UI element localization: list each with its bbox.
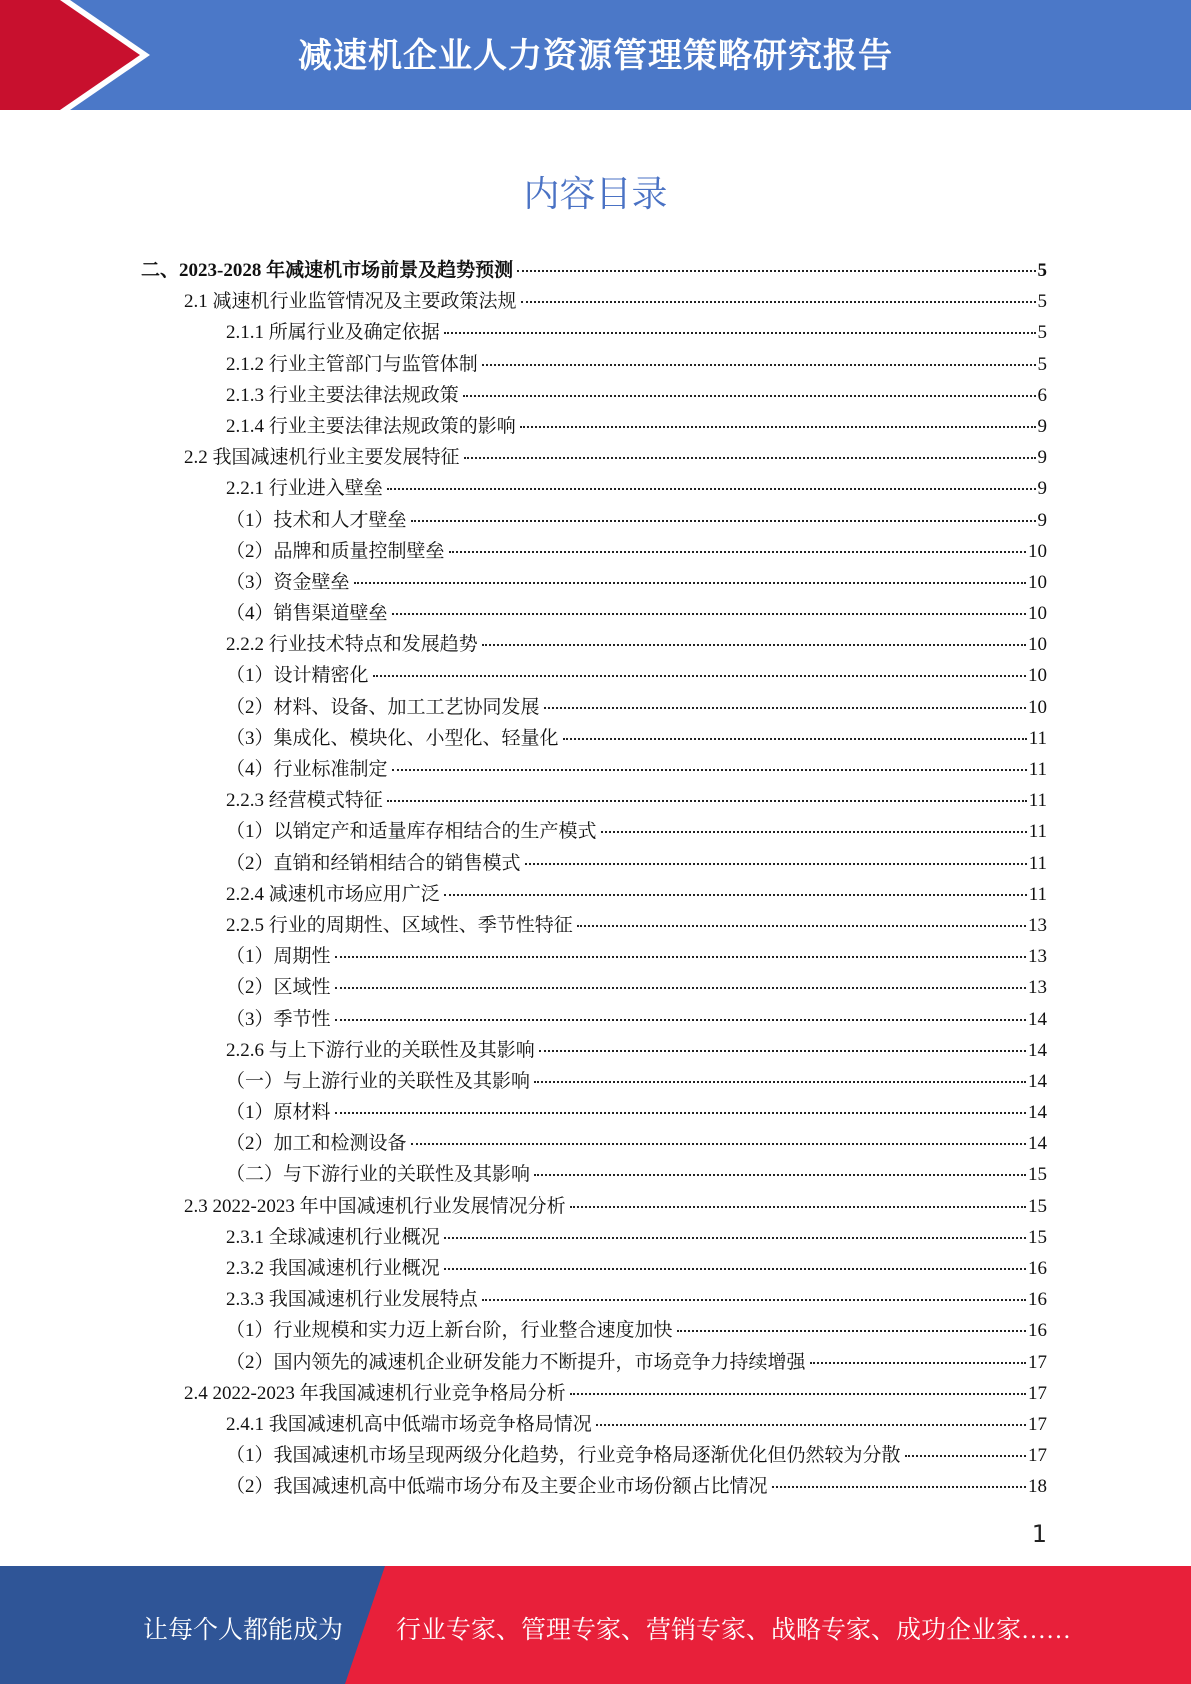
toc-dot-leader (335, 1019, 1026, 1021)
toc-entry-label: （2）直销和经销相结合的销售模式 (226, 852, 521, 874)
toc-entry[interactable] (0, 1035, 1191, 1066)
toc-entry-label: （一）与上游行业的关联性及其影响 (226, 1070, 531, 1092)
toc-entry-label: 2.2.1 行业进入壁垒 (226, 478, 383, 500)
toc-entry[interactable] (0, 1004, 1191, 1035)
toc-dot-leader (601, 831, 1027, 833)
toc-entry-label: 2.2.5 行业的周期性、区域性、季节性特征 (226, 914, 573, 936)
toc-entry-label: （4）销售渠道壁垒 (226, 603, 388, 625)
toc-entry[interactable] (0, 879, 1191, 910)
toc-entry-label: 2.1.3 行业主要法律法规政策 (226, 384, 459, 406)
toc-entry-label: （1）技术和人才壁垒 (226, 509, 407, 531)
toc-entry-label: 2.3.3 我国减速机行业发展特点 (226, 1289, 478, 1311)
toc-entry-page: 11 (1028, 727, 1047, 749)
toc-entry-page: 15 (1028, 1195, 1047, 1217)
toc-dot-leader (392, 613, 1026, 615)
toc-entry-page: 11 (1028, 790, 1047, 812)
toc-entry-label: （3）集成化、模块化、小型化、轻量化 (226, 727, 559, 749)
toc-entry-label: 2.2 我国减速机行业主要发展特征 (184, 447, 460, 469)
toc-entry-page: 17 (1028, 1382, 1047, 1404)
toc-entry-page: 15 (1028, 1226, 1047, 1248)
toc-entry[interactable] (0, 1191, 1191, 1222)
toc-entry-label: 2.4 2022-2023 年我国减速机行业竞争格局分析 (184, 1382, 566, 1404)
toc-entry[interactable] (0, 473, 1191, 504)
toc-entry-label: （1）设计精密化 (226, 665, 369, 687)
toc-entry-label: （2）我国减速机高中低端市场分布及主要企业市场份额占比情况 (226, 1476, 768, 1498)
toc-entry-label: （1）我国减速机市场呈现两级分化趋势，行业竞争格局逐渐优化但仍然较为分散 (226, 1445, 901, 1467)
toc-entry-page: 14 (1028, 1070, 1047, 1092)
toc-entry[interactable] (0, 1253, 1191, 1284)
toc-entry[interactable] (0, 411, 1191, 442)
toc-entry[interactable] (0, 1347, 1191, 1378)
toc-entry-label: 2.3.2 我国减速机行业概况 (226, 1258, 440, 1279)
toc-entry[interactable] (0, 723, 1191, 754)
toc-entry-page: 16 (1028, 1258, 1047, 1279)
toc-entry-page: 18 (1028, 1476, 1047, 1498)
toc-entry[interactable] (0, 505, 1191, 536)
toc-entry[interactable] (0, 1440, 1191, 1471)
toc-entry-page: 9 (1037, 478, 1047, 500)
toc-dot-leader (464, 457, 1036, 459)
toc-dot-leader (570, 1206, 1026, 1208)
toc-entry[interactable] (0, 567, 1191, 598)
toc-entry-page: 11 (1028, 883, 1047, 905)
toc-entry-page: 14 (1028, 1133, 1047, 1155)
toc-entry[interactable] (0, 1315, 1191, 1346)
toc-dot-leader (373, 675, 1026, 677)
toc-entry[interactable] (0, 380, 1191, 411)
toc-entry[interactable] (0, 754, 1191, 785)
toc-entry[interactable] (0, 317, 1191, 348)
toc-dot-leader (387, 800, 1027, 802)
toc-entry-label: （2）品牌和质量控制壁垒 (226, 540, 445, 562)
toc-entry-page: 13 (1028, 914, 1047, 936)
table-of-contents (0, 255, 1191, 1503)
toc-entry-label: （2）国内领先的减速机企业研发能力不断提升，市场竞争力持续增强 (226, 1351, 806, 1373)
toc-entry[interactable] (0, 442, 1191, 473)
toc-entry-page: 10 (1028, 696, 1047, 718)
toc-dot-leader (482, 644, 1026, 646)
toc-entry-label: 2.1 减速机行业监管情况及主要政策法规 (184, 291, 517, 313)
toc-dot-leader (463, 395, 1036, 397)
toc-entry[interactable] (0, 1066, 1191, 1097)
toc-entry-page: 10 (1028, 634, 1047, 656)
toc-entry[interactable] (0, 536, 1191, 567)
toc-entry-page: 11 (1028, 852, 1047, 874)
toc-entry-page: 14 (1028, 1102, 1047, 1124)
toc-dot-leader (539, 1050, 1026, 1052)
toc-entry[interactable] (0, 1378, 1191, 1409)
toc-entry[interactable] (0, 692, 1191, 723)
footer-slogan-right: 行业专家、管理专家、营销专家、战略专家、成功企业家…… (396, 1617, 1072, 1644)
toc-dot-leader (534, 1081, 1026, 1083)
toc-entry[interactable] (0, 598, 1191, 629)
toc-entry-page: 13 (1028, 977, 1047, 999)
toc-entry-label: 2.3.1 全球减速机行业概况 (226, 1226, 440, 1248)
toc-entry-label: 2.2.2 行业技术特点和发展趋势 (226, 634, 478, 656)
toc-entry-label: （1）原材料 (226, 1102, 331, 1124)
toc-dot-leader (335, 987, 1026, 989)
toc-dot-leader (387, 488, 1036, 490)
toc-dot-leader (772, 1486, 1026, 1488)
toc-entry-page: 9 (1037, 447, 1047, 469)
toc-entry-label: （二）与下游行业的关联性及其影响 (226, 1164, 531, 1186)
toc-dot-leader (444, 332, 1036, 334)
toc-entry[interactable] (0, 349, 1191, 380)
toc-entry-page: 17 (1028, 1445, 1047, 1467)
toc-entry-label: （1）行业规模和实力迈上新台阶，行业整合速度加快 (226, 1320, 673, 1342)
toc-entry[interactable] (0, 1128, 1191, 1159)
toc-entry[interactable] (0, 848, 1191, 879)
toc-entry-page: 11 (1028, 759, 1047, 780)
toc-dot-leader (570, 1393, 1026, 1395)
toc-entry-page: 17 (1028, 1351, 1047, 1373)
toc-entry[interactable] (0, 1097, 1191, 1128)
toc-entry[interactable] (0, 1222, 1191, 1253)
toc-entry-page: 10 (1028, 540, 1047, 562)
toc-entry-page: 10 (1028, 571, 1047, 593)
toc-entry[interactable] (0, 910, 1191, 941)
toc-entry-label: 2.4.1 我国减速机高中低端市场竞争格局情况 (226, 1413, 592, 1435)
toc-entry-page: 6 (1037, 384, 1047, 406)
toc-dot-leader (392, 769, 1027, 771)
toc-entry-page: 10 (1028, 665, 1047, 687)
toc-entry-page: 5 (1037, 291, 1047, 313)
toc-entry-page: 10 (1028, 603, 1047, 625)
toc-dot-leader (577, 925, 1026, 927)
toc-dot-leader (544, 707, 1026, 709)
toc-heading: 内容目录 (523, 174, 668, 215)
toc-entry-page: 16 (1028, 1320, 1047, 1342)
toc-entry-page: 14 (1028, 1008, 1047, 1030)
toc-entry[interactable] (0, 255, 1191, 286)
toc-entry-label: （2）区域性 (226, 977, 331, 999)
toc-entry[interactable] (0, 1159, 1191, 1190)
toc-dot-leader (411, 520, 1036, 522)
toc-entry-label: 2.1.2 行业主管部门与监管体制 (226, 353, 478, 375)
toc-dot-leader (905, 1455, 1026, 1457)
toc-entry-label: 2.1.4 行业主要法律法规政策的影响 (226, 415, 516, 437)
toc-entry[interactable] (0, 1284, 1191, 1315)
toc-entry[interactable] (0, 941, 1191, 972)
toc-dot-leader (411, 1143, 1026, 1145)
toc-entry[interactable] (0, 1409, 1191, 1440)
toc-entry-label: 2.1.1 所属行业及确定依据 (226, 322, 440, 344)
toc-dot-leader (563, 738, 1027, 740)
footer-banner (0, 1566, 1191, 1684)
toc-dot-leader (596, 1424, 1026, 1426)
toc-entry-label: 2.3 2022-2023 年中国减速机行业发展情况分析 (184, 1195, 566, 1217)
toc-entry[interactable] (0, 629, 1191, 660)
toc-entry-label: 二、2023-2028 年减速机市场前景及趋势预测 (141, 260, 514, 281)
toc-entry-page: 5 (1037, 260, 1047, 281)
toc-entry-label: （1）以销定产和适量库存相结合的生产模式 (226, 821, 597, 843)
toc-entry[interactable] (0, 660, 1191, 691)
toc-dot-leader (449, 551, 1026, 553)
toc-entry[interactable] (0, 286, 1191, 317)
toc-dot-leader (482, 364, 1036, 366)
toc-entry-label: 2.2.3 经营模式特征 (226, 790, 383, 812)
toc-entry-page: 13 (1028, 946, 1047, 968)
toc-entry-page: 5 (1037, 353, 1047, 375)
toc-entry-page: 11 (1028, 821, 1047, 843)
toc-dot-leader (444, 894, 1027, 896)
toc-dot-leader (444, 1237, 1026, 1239)
report-title: 减速机企业人力资源管理策略研究报告 (298, 36, 893, 76)
toc-dot-leader (810, 1362, 1026, 1364)
report-header (0, 0, 1191, 110)
toc-dot-leader (482, 1299, 1026, 1301)
footer-slogan-left: 让每个人都能成为 (143, 1617, 344, 1644)
toc-entry-page: 9 (1037, 509, 1047, 531)
page-number: 1 (1031, 1520, 1047, 1548)
toc-entry[interactable] (0, 785, 1191, 816)
toc-dot-leader (335, 1112, 1026, 1114)
toc-entry-page: 17 (1028, 1413, 1047, 1435)
toc-entry[interactable] (0, 1471, 1191, 1502)
toc-entry-label: （4）行业标准制定 (226, 759, 388, 780)
toc-dot-leader (521, 301, 1036, 303)
toc-dot-leader (517, 270, 1035, 272)
toc-entry-page: 15 (1028, 1164, 1047, 1186)
toc-dot-leader (444, 1268, 1026, 1270)
toc-entry-label: （2）材料、设备、加工工艺协同发展 (226, 696, 540, 718)
toc-dot-leader (335, 956, 1026, 958)
toc-entry[interactable] (0, 972, 1191, 1003)
toc-dot-leader (520, 426, 1036, 428)
toc-dot-leader (354, 582, 1026, 584)
toc-entry-page: 16 (1028, 1289, 1047, 1311)
toc-dot-leader (534, 1174, 1026, 1176)
toc-entry-label: （1）周期性 (226, 946, 331, 968)
toc-dot-leader (677, 1330, 1026, 1332)
toc-entry[interactable] (0, 816, 1191, 847)
toc-entry-label: （3）季节性 (226, 1008, 331, 1030)
toc-dot-leader (525, 863, 1027, 865)
toc-entry-page: 14 (1028, 1039, 1047, 1061)
toc-entry-page: 5 (1037, 322, 1047, 344)
toc-entry-label: 2.2.6 与上下游行业的关联性及其影响 (226, 1039, 535, 1061)
toc-entry-label: （2）加工和检测设备 (226, 1133, 407, 1155)
toc-entry-label: 2.2.4 减速机市场应用广泛 (226, 883, 440, 905)
toc-entry-page: 9 (1037, 415, 1047, 437)
toc-entry-label: （3）资金壁垒 (226, 571, 350, 593)
